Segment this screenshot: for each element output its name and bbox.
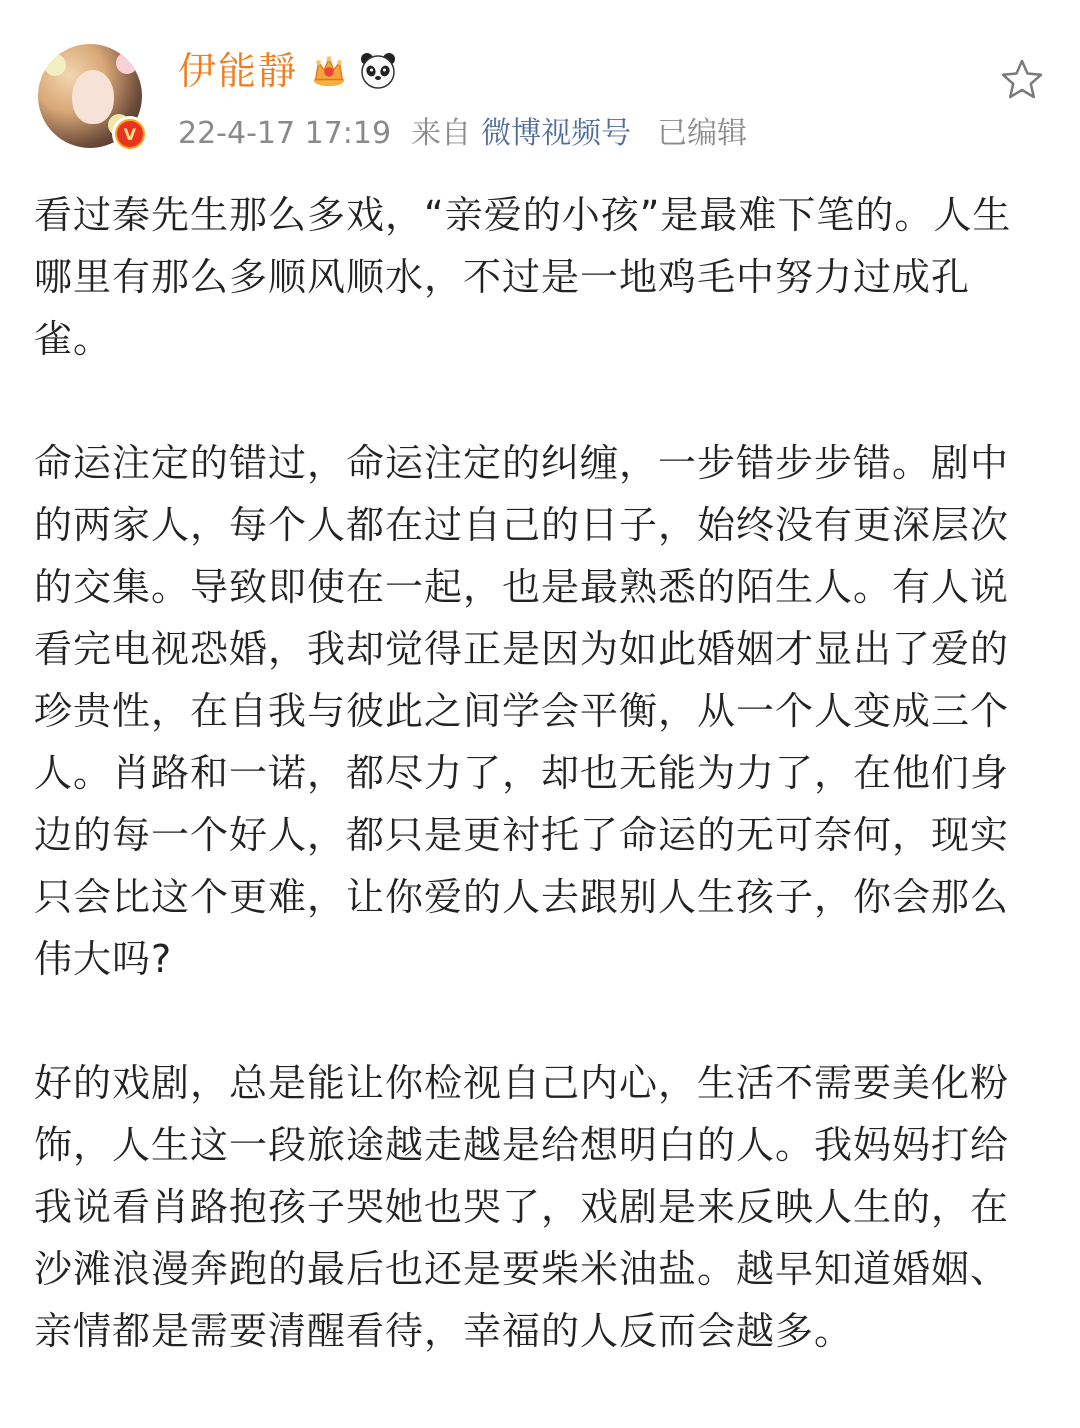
source-link[interactable]: 微博视频号 [481,116,632,151]
post-time: 22-4-17 17:19 [178,116,392,151]
author-name[interactable]: 伊能靜 [178,49,299,93]
crown-vip-icon[interactable] [310,51,348,89]
post-paragraph: 命运注定的错过，命运注定的纠缠，一步错步步错。剧中的两家人，每个人都在过自己的日子，始终没有更深层次的交集。导致即使在一起，也是最熟悉的陌生人。有人说看完电视恐婚，我却觉得正是因为如此婚姻才显出了爱的珍贵性，在自我与彼此之间学会平衡，从一个人变成三个人。肖路和一诺，都尽力了，却也无能为力了，在他们身边的每一个好人，都只是更衬托了命运的无可奈何，现实只会比这个更难，让你爱的人去跟别人生孩子，你会那么伟大吗? [34,441,1010,981]
post-header [0,0,1080,170]
post-content [34,184,1024,1362]
star-outline-icon[interactable] [998,56,1046,104]
source-prefix: 来自 [411,116,472,151]
edited-label[interactable]: 已编辑 [657,116,748,151]
author-avatar[interactable] [38,44,146,152]
author-badges [310,50,398,90]
post-paragraph: 好的戏剧，总是能让你检视自己内心，生活不需要美化粉饰，人生这一段旅途越走越是给想明白的人。我妈妈打给我说看肖路抱孩子哭她也哭了，戏剧是来反映人生的，在沙滩浪漫奔跑的最后也还是要柴米油盐。越早知道婚姻、亲情都是需要清醒看待，幸福的人反而会越多。 [34,1061,1010,1353]
post-meta [178,112,747,156]
post-paragraph: 看过秦先生那么多戏，“亲爱的小孩”是最难下笔的。人生哪里有那么多顺风顺水，不过是一地鸡毛中努力过成孔雀。 [34,193,1012,361]
panda-icon[interactable] [358,50,398,90]
verified-badge-icon: V [112,116,148,152]
